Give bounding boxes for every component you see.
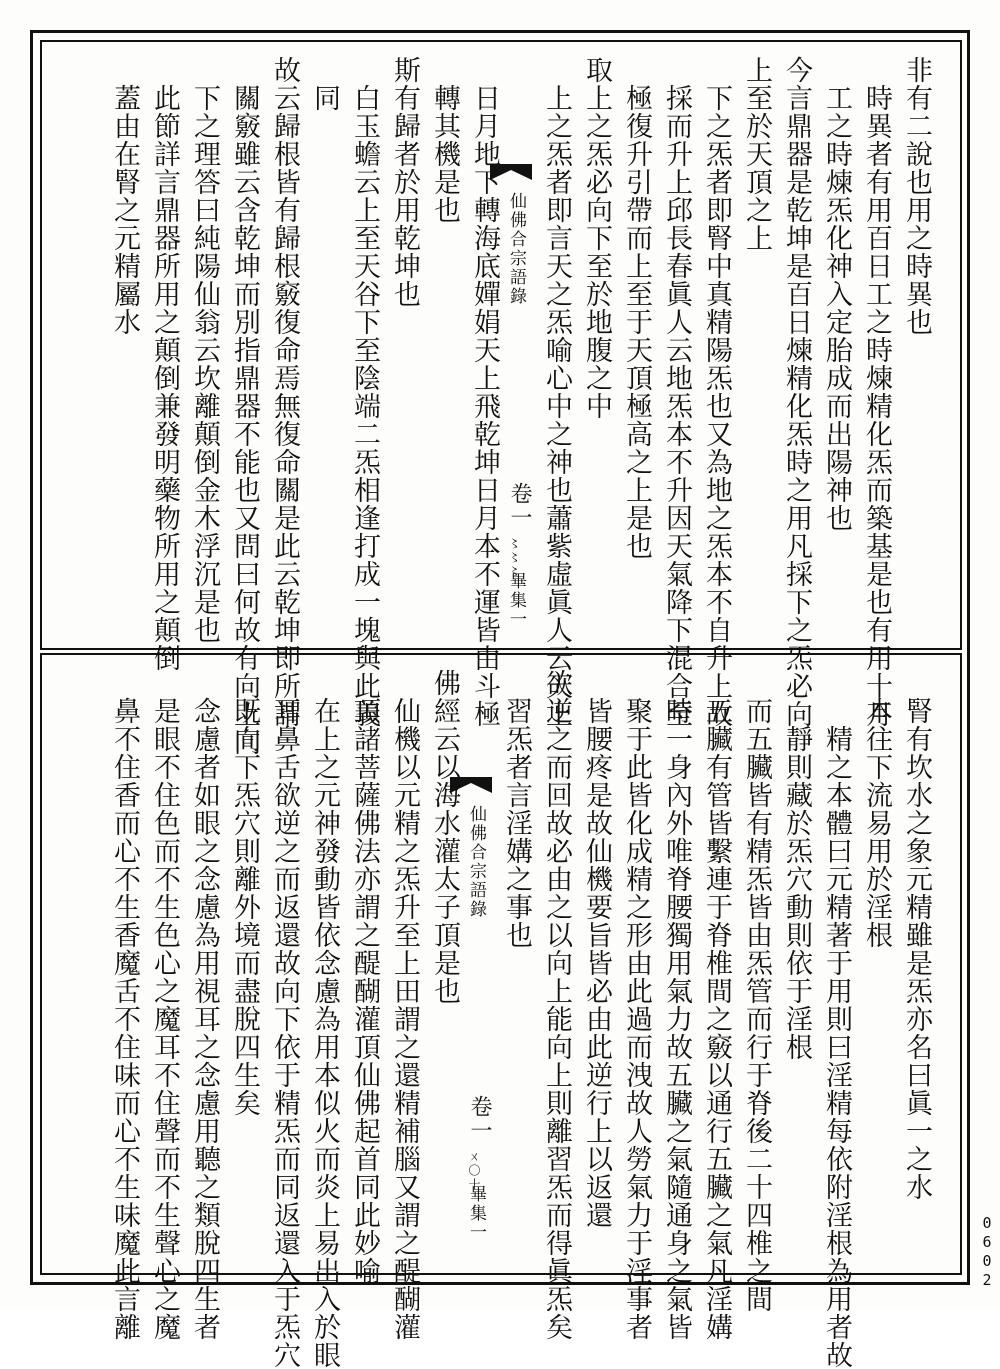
text-column: 斯有歸者於用乾坤也 xyxy=(389,56,420,308)
text-column: 故云歸根皆有歸根竅復命焉無復命關是此云乾坤即所謂 xyxy=(269,56,300,728)
text-column: 欲逆之而回故必由之以向上能向上則離習炁而得眞炁矣 xyxy=(541,669,572,1341)
text-column: 五臟有管皆繫連于脊椎間之竅以通行五臟之氣凡淫媾 xyxy=(701,669,732,1341)
center-collection-mark: 畢集一 xyxy=(506,572,526,629)
text-column: 是眼不住色而不生色心之魔耳不住聲而不生聲心之魔 xyxy=(149,669,180,1341)
text-column: 取上之炁必向下至於地腹之中 xyxy=(581,56,612,420)
text-column: 佛經云以海水灌太子頂是也 xyxy=(429,669,460,1005)
text-column: 採而升上邱長春眞人云地炁本不升因天氣降下混合至 xyxy=(661,56,692,728)
text-column: 耳鼻舌欲逆之而返還故向下依于精炁而同返還入于炁穴 xyxy=(269,669,300,1369)
center-marginal-note: ㄨ〇十 xyxy=(467,1150,481,1192)
text-column: 腎有坎水之象元精雖是炁亦名曰眞一之水 xyxy=(901,669,932,1201)
text-column: 皆腰疼是故仙機要旨皆必由此逆行上以返還 xyxy=(581,669,612,1229)
text-column: 蓋由在腎之元精屬水 xyxy=(109,56,140,336)
text-column: 本往下流易用於淫根 xyxy=(861,669,892,949)
text-column: 此節詳言鼎器所用之顛倒兼發明藥物所用之顛倒 xyxy=(149,56,180,672)
text-column: 日月地下轉海底嬋娟天上飛乾坤日月本不運皆由斗極 xyxy=(469,56,500,728)
text-column: 上之炁者即言天之炁喻心中之神也蕭紫虛眞人云天上 xyxy=(541,56,572,728)
text-column: 關竅雖云含乾坤而別指鼎器不能也又問曰何故有向上向 xyxy=(229,56,260,756)
text-column: 頂諸菩薩佛法亦謂之醍醐灌頂仙佛起首同此妙喻 xyxy=(349,669,380,1285)
text-column: 靜則藏於炁穴動則依于淫根 xyxy=(781,669,812,1061)
text-column: 既向下炁穴則離外境而盡脫四生矣 xyxy=(229,669,260,1117)
text-column: 鼻不住香而心不生香魔舌不住味而心不生味魔此言離 xyxy=(109,669,140,1341)
page-number: 0602 xyxy=(978,1214,996,1290)
text-column: 下之理答曰純陽仙翁云坎離顛倒金木浮沉是也 xyxy=(189,56,220,644)
center-collection-mark: 畢集一 xyxy=(466,1185,486,1242)
text-column: 轉其機是也 xyxy=(429,56,460,224)
text-column: 精之本體曰元精著于用則曰淫精每依附淫根為用者故 xyxy=(821,669,852,1369)
text-column: 同 xyxy=(309,56,340,112)
center-marginal-note: 〻〻〻 xyxy=(507,537,521,579)
text-column: 下之炁者即腎中真精陽炁也又為地之炁本不自升上故 xyxy=(701,56,732,728)
text-column: 仙機以元精之炁升至上田謂之還精補腦又謂之醍醐灌 xyxy=(389,669,420,1341)
text-column: 極復升引帶而上至于天頂極高之上是也 xyxy=(621,56,652,560)
text-column: 在上之元神發動皆依念慮為用本似火而炎上易出入於眼 xyxy=(309,669,340,1369)
center-leaf-number: 卷一 xyxy=(507,482,532,530)
text-column: 習炁者言淫媾之事也 xyxy=(501,669,532,949)
bottom-panel xyxy=(40,653,962,1369)
text-column: 而五臟皆有精炁皆由炁管而行于脊後二十四椎之間 xyxy=(741,669,772,1313)
text-column: 今言鼎器是乾坤是百日煉精化炁時之用凡採下之炁必向 xyxy=(781,56,812,728)
text-column: 念慮者如眼之念慮為用視耳之念慮用聽之類脫四生者 xyxy=(189,669,220,1341)
text-column: 工之時煉炁化神入定胎成而出陽神也 xyxy=(821,56,852,532)
text-column: 非有二說也用之時異也 xyxy=(901,56,932,336)
text-column: 時一身內外唯脊腰獨用氣力故五臟之氣隨通身之氣皆 xyxy=(661,669,692,1341)
text-column: 白玉蟾云上至天谷下至陰端二炁相逢打成一塊與此義 xyxy=(349,56,380,728)
text-column: 聚于此皆化成精之形由此過而洩故人勞氣力于淫事者 xyxy=(621,669,652,1341)
center-book-title: 仙佛合宗語錄 xyxy=(466,805,486,919)
center-leaf-number: 卷一 xyxy=(467,1095,492,1143)
center-book-title: 仙佛合宗語錄 xyxy=(506,192,526,306)
top-panel xyxy=(40,40,962,756)
text-column: 時異者有用百日工之時煉精化炁而築基是也有用十月 xyxy=(861,56,892,728)
text-column: 上至於天頂之上 xyxy=(741,56,772,252)
